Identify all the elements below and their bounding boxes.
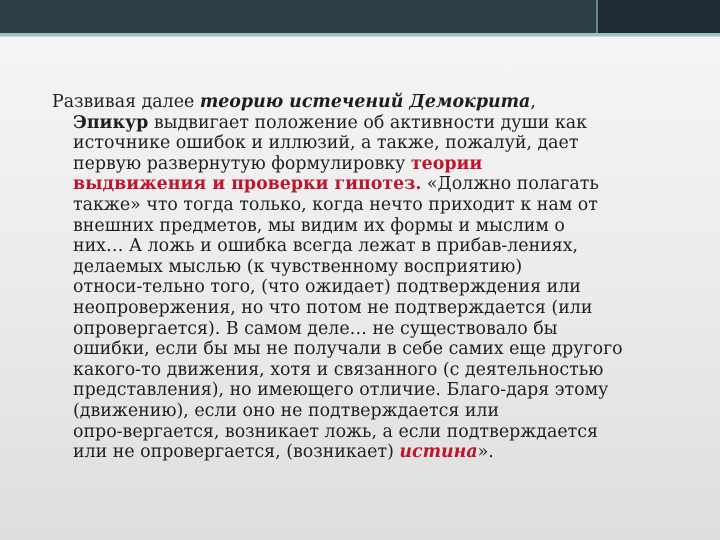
text-line: представления), но имеющего отличие. Благо-даря этому bbox=[73, 380, 609, 401]
highlight-hypothesis-theory: теории bbox=[410, 153, 483, 174]
highlight-truth: истина bbox=[399, 442, 478, 463]
text-line: Эпикур выдвигает положение об активности души как bbox=[73, 112, 587, 133]
highlight-hypothesis-theory-cont: выдвижения и проверки гипотез. bbox=[73, 174, 422, 195]
emphasis-democritus-theory: теорию истечений Демокрита bbox=[199, 92, 531, 112]
slide-body-text bbox=[52, 92, 692, 463]
accent-thin-line bbox=[0, 36, 720, 37]
text-line: источнике ошибок и иллюзий, а также, пожалуй, дает bbox=[73, 133, 579, 154]
text-line: ошибки, если бы мы не получали в себе самих еще другого bbox=[73, 339, 623, 360]
top-decor-bar-right bbox=[598, 0, 720, 33]
text-line: (движению), если оно не подтверждается или bbox=[73, 400, 500, 421]
text-line: также» что тогда только, когда нечто приходит к нам от bbox=[73, 194, 598, 215]
text-line: опро-вергается, возникает ложь, а если подтверждается bbox=[73, 421, 598, 442]
text-line: или не опровергается, (возникает) истина». bbox=[73, 442, 494, 463]
emphasis-epicurus: Эпикур bbox=[73, 112, 149, 133]
text-line: Развивая далее теорию истечений Демокрита, bbox=[52, 92, 536, 112]
text-line: относи-тельно того, (что ожидает) подтверждения или bbox=[73, 277, 581, 298]
text-line: них… А ложь и ошибка всегда лежат в прибав-лениях, bbox=[73, 236, 579, 257]
text-line: делаемых мыслью (к чувственному восприятию) bbox=[73, 256, 523, 277]
text-line: выдвижения и проверки гипотез. «Должно полагать bbox=[73, 174, 599, 195]
text-line: первую развернутую формулировку теории bbox=[73, 153, 483, 174]
text-line: неопровержения, но что потом не подтверждается (или bbox=[73, 297, 593, 318]
text-line: внешних предметов, мы видим их формы и мыслим о bbox=[73, 215, 565, 236]
text-line: какого-то движения, хотя и связанного (с деятельностью bbox=[73, 359, 604, 380]
text-line: опровергается). В самом деле… не существовало бы bbox=[73, 318, 558, 339]
